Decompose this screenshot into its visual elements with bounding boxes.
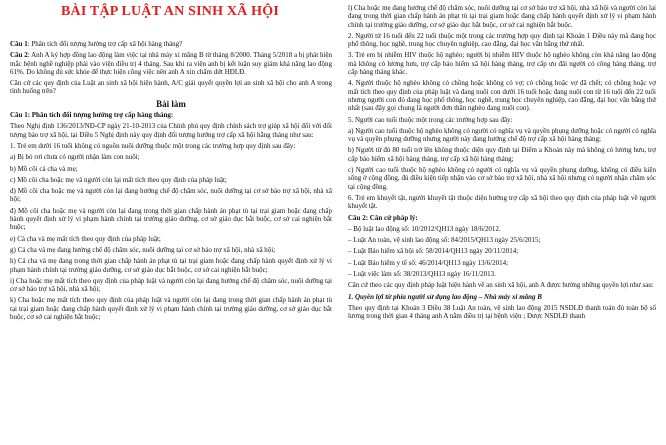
list-item: c) Mồ côi cha hoặc mẹ và người còn lại mất tích theo quy định của pháp luật; <box>10 175 227 184</box>
list-item: d) Mồ côi cha hoặc mẹ và người còn lại đang hưởng chế độ chăm sóc, nuôi dưỡng tại cơ sở bảo trợ xã hội, nhà xã hội; <box>10 187 332 204</box>
list-item: b) Mồ côi cả cha và mẹ; <box>10 164 78 173</box>
paragraph: 3. Trẻ em bị nhiễm HIV thuộc hộ nghèo; người bị nhiễm HIV thuộc hộ nghèo không còn khả năng lao động mà không có lương hưu, trợ cấp bảo hiểm xã hội hàng tháng, trợ cấp ưu đãi người có công hàng tháng, trợ cấp hàng tháng khác. <box>348 51 656 77</box>
left-column <box>10 40 332 324</box>
list-item: đ) Mồ côi cha hoặc mẹ và người còn lại đang trong thời gian chấp hành án phạt tù tại trại giam hoặc đang chấp hành quyết định xử lý vi phạm hành chính tại trường giáo dưỡng, cơ sở giáo dục bắt buộc, cơ sở cai nghiện bắt buộc; <box>10 206 332 232</box>
question-2-prompt: Căn cứ các quy định của Luật an sinh xã hội hiện hành, A/C giải quyết quyền lợi an sinh xã hội cho anh A trong tình huống trên? <box>10 79 332 96</box>
paragraph: 2. Người từ 16 tuổi đến 22 tuổi thuộc một trong các trường hợp quy định tại Khoản 1 Điều này mà đang học phổ thông, học nghề, trung học chuyên nghiệp, cao đẳng, đại học văn bằng thứ nhất. <box>348 31 656 49</box>
law-item: – Luật An toàn, vệ sinh lao động số: 84/2015/QH13 ngày 25/6/2015; <box>348 236 541 245</box>
paragraph: l) Cha hoặc mẹ đang hưởng chế độ chăm sóc, nuôi dưỡng tại cơ sở bảo trợ xã hội, nhà xã hội và người còn lại đang trong thời gian chấp hành án phạt tù tại trại giam hoặc đang chấp hành quyết định xử lý vi phạm hành chính tại trường giáo dưỡng, cơ sở giáo dục bắt buộc, cơ sở cai nghiện bắt buộc. <box>348 4 656 29</box>
answer-1-intro: Theo Nghị định 136/2013/NĐ-CP ngày 21-10-2013 của Chính phủ quy định chính sách trợ giúp xã hội đối với đối tượng bảo trợ xã hội, tại Điều 5 Nghị định này quy định đối tượng hưởng trợ cấp xã hội hằng tháng như sau: <box>10 122 332 139</box>
document-title: BÀI TẬP LUẬT AN SINH XÃ HỘI <box>60 4 280 19</box>
paragraph: 5. Người cao tuổi thuộc một trong các trường hợp sau đây: <box>348 115 513 124</box>
question-2: Câu 2: Anh A ký hợp đồng lao động làm việc tại nhà máy xi măng B từ tháng 8/2000. Tháng 5/2018 a bị phát hiện mắc bệnh nghề nghiệp phải vào viện điều trị 4 tháng. Sau khi ra viện anh bị kết luận suy giảm khả năng lao động 61%. Do không đủ sức khỏe để thực hiện công việc nên anh A xin chấm dứt HĐLĐ. <box>10 51 332 76</box>
list-item: k) Cha hoặc mẹ mất tích theo quy định của pháp luật và người còn lại đang trong thời gian chấp hành án phạt tù tại trại giam hoặc đang chấp hành quyết định xử lý vi phạm hành chính tại trường giáo dưỡng, cơ sở giáo dục bắt buộc, cơ sở cai nghiện bắt buộc; <box>10 296 332 322</box>
question-1-label: Câu 1 <box>10 40 28 48</box>
answer-1-heading: Câu 1: Phân tích đối tượng hưởng trợ cấp hàng tháng: <box>10 111 174 120</box>
paragraph: a) Người cao tuổi thuộc hộ nghèo không có người có nghĩa vụ và quyền phụng dưỡng hoặc có người có nghĩa vụ và quyền phụng dưỡng nhưng người này đang hưởng chế độ trợ cấp xã hội hàng tháng; <box>348 126 656 144</box>
paragraph: Căn cứ theo các quy định pháp luật hiện hành về an sinh xã hội, anh A được hưởng những quyền lợi như sau: <box>348 281 654 290</box>
right-column <box>348 4 656 324</box>
paragraph: Theo quy định tại Khoản 3 Điều 38 Luật An toàn, vệ sinh lao động 2015 NSDLĐ thanh toán đủ toàn bộ số lương trong thời gian 4 tháng anh A nằm điều trị tại bệnh viện ; Được NSDLĐ thanh <box>348 303 656 321</box>
subheading: 1. Quyền lợi từ phía người sử dụng lao động – Nhà máy xi măng B <box>348 292 542 301</box>
answer-heading: Bài làm <box>156 98 186 109</box>
answer-1-item-1: 1. Trẻ em dưới 16 tuổi không có nguồn nuôi dưỡng thuộc một trong các trường hợp quy định sau đây: <box>10 141 296 150</box>
paragraph: c) Người cao tuổi thuộc hộ nghèo không có người có nghĩa vụ và quyền phụng dưỡng, không có điều kiện sống ở cộng đồng, đủ điều kiện tiếp nhận vào cơ sở bảo trợ xã hội, nhà xã hội nhưng có người nhận chăm sóc tại cộng đồng. <box>348 166 656 191</box>
law-item: – Luật việc làm số: 38/2013/QH13 ngày 16/11/2013. <box>348 270 496 279</box>
list-item: h) Cả cha và mẹ đang trong thời gian chấp hành án phạt tù tại trại giam hoặc đang chấp hành quyết định xử lý vi phạm hành chính tại trường giáo dưỡng, cơ sở giáo dục bắt buộc, cơ sở cai nghiện bắt buộc; <box>10 257 332 274</box>
paragraph: 4. Người thuộc hộ nghèo không có chồng hoặc không có vợ; có chồng hoặc vợ đã chết; có chồng hoặc vợ mất tích theo quy định của pháp luật và đang nuôi con dưới 16 tuổi hoặc đang nuôi con từ 16 tuổi đến 22 tuổi nhưng người con đó đang học phổ thông, học nghề, trung học chuyên nghiệp, cao đẳng, đại học văn bằng thứ nhất (sau đây gọi chung là người đơn thân nghèo đang nuôi con). <box>348 79 656 113</box>
list-item: g) Cả cha và mẹ đang hưởng chế độ chăm sóc, nuôi dưỡng tại cơ sở bảo trợ xã hội, nhà xã hội; <box>10 245 276 254</box>
question-1: Câu 1: Phân tích đối tượng hưởng trợ cấp xã hội hàng tháng? <box>10 40 183 48</box>
list-item: a) Bị bỏ rơi chưa có người nhận làm con nuôi; <box>10 153 140 162</box>
law-item: – Bộ luật lao động số: 10/2012/QH13 ngày 18/6/2012. <box>348 224 501 233</box>
list-item: i) Cha hoặc mẹ mất tích theo quy định của pháp luật và người còn lại đang hưởng chế độ chăm sóc, nuôi dưỡng tại cơ sở bảo trợ xã hội, nhà xã hội; <box>10 276 332 294</box>
paragraph: b) Người từ đủ 80 tuổi trở lên không thuộc diện quy định tại Điểm a Khoản này mà không có lương hưu, trợ cấp bảo hiểm xã hội hàng tháng, trợ cấp xã hội hàng tháng; <box>348 146 656 163</box>
law-item: – Luật Bảo hiểm xã hội số: 58/2014/QH13 ngày 20/11/2014; <box>348 247 519 256</box>
list-item: e) Cả cha và mẹ mất tích theo quy định của pháp luật; <box>10 234 161 243</box>
paragraph: 6. Trẻ em khuyết tật, người khuyết tật thuộc diện hưởng trợ cấp xã hội theo quy định của pháp luật về người khuyết tật. <box>348 193 656 211</box>
question-2-label: Câu 2 <box>10 51 28 60</box>
law-item: – Luật Bảo hiểm y tế số: 46/2014/QH13 ngày 13/6/2014; <box>348 258 509 267</box>
answer-2-heading: Câu 2: Căn cứ pháp lý: <box>348 213 418 222</box>
